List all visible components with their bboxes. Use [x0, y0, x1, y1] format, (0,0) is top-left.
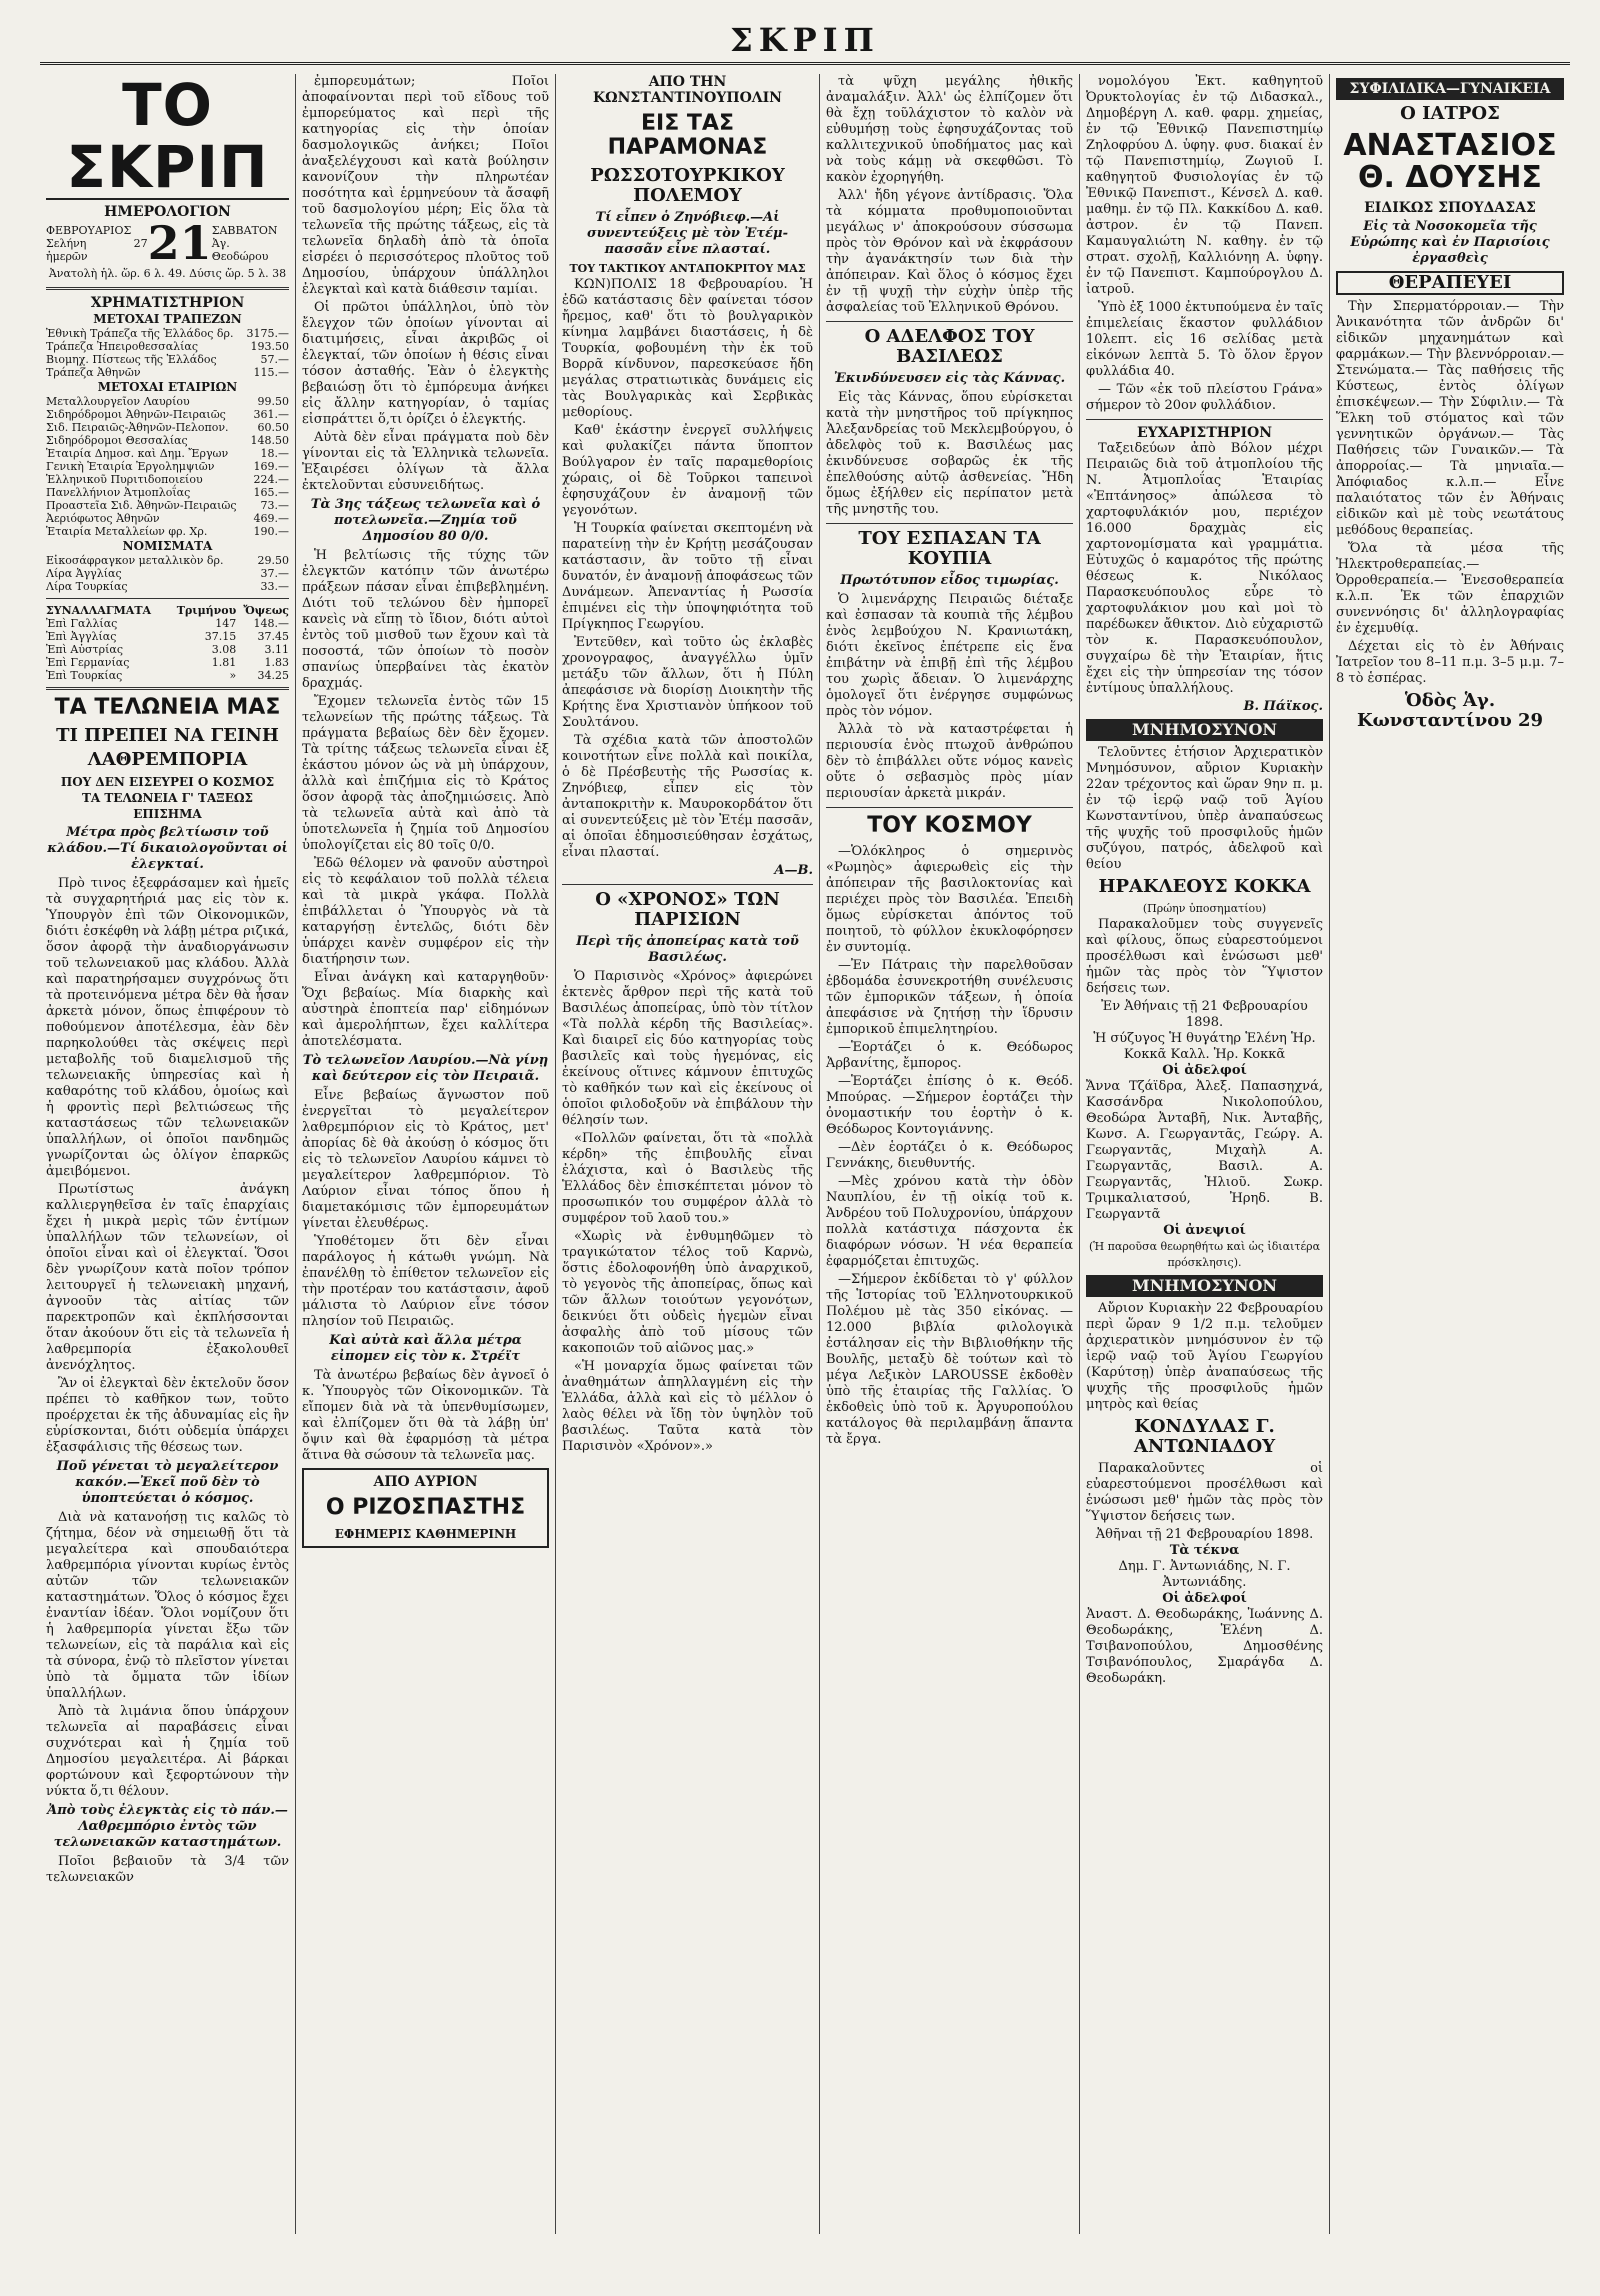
- table-row: [46, 630, 289, 643]
- row-label: Σιδηρόδρομοι Θεσσαλίας: [46, 434, 188, 447]
- smuggling-headline: ΛΑΘΡΕΜΠΟΡΙΑ: [87, 749, 248, 770]
- row-value: 115.—: [253, 366, 289, 379]
- ad-kicker: ΑΠΟ ΑΥΡΙΟΝ: [373, 1474, 478, 1490]
- row-label: Τράπεζα Ἀθηνῶν: [46, 366, 141, 379]
- divider: [562, 884, 813, 885]
- row-label: Τράπεζα Ἠπειροθεσσαλίας: [46, 340, 198, 353]
- row-value: 3.08: [211, 643, 237, 656]
- article-paragraph: Ὁ Παρισινὸς «Χρόνος» ἀφιερώνει ἐκτενὲς ἄρθρον περὶ τῆς κατὰ τοῦ Βασιλέως ἀποπείρας, ὑπὸ τὸν τίτλον «Τὰ πολλὰ κέρδη τῆς Βασιλείας». Καὶ διαιρεῖ εἰς δύο κατηγορίας τοὺς βασιλεῖς καὶ τοὺς ἡγεμόνας, εἰς ἐκείνους οἵτινες κάμνουν ἐπιτυχῶς τὸ καθῆκόν των καὶ εἰς ἐκείνους οἱ ὁποῖοι φιλοδοξοῦν νὰ ἐπιβάλουν τὴν θέλησίν των.: [562, 969, 813, 1128]
- divider: [826, 807, 1073, 808]
- table-row: [46, 512, 289, 525]
- deceased-name: ΚΟΝΔΥΛΑΣ Γ. ΑΝΤΩΝΙΑΔΟΥ: [1133, 1416, 1276, 1457]
- ad-subtitle: ΕΦΗΜΕΡΙΣ ΚΑΘΗΜΕΡΙΝΗ: [334, 1527, 517, 1541]
- article-paragraph: Εἶναι ἀνάγκη καὶ καταργηθοῦν· Ὅχι βεβαίως. Μία διαρκὴς καὶ αὐστηρὰ ἐποπτεία παρ' εἰδημόνων καὶ ἀμερολήπτων, ἔχει καλλίτερα ἀποτελέσματα.: [302, 970, 549, 1049]
- rizospastis-ad: [302, 1468, 549, 1548]
- news-item: —Σήμερον ἐκδίδεται τὸ γ' φύλλον τῆς Ἱστορίας τοῦ Ἑλληνοτουρκικοῦ Πολέμου μὲ τὰς 350 εἰκόνας. —12.000 βιβλία φιλολογικὰ ἐστάλησαν εἰς τὴν Βιβλιοθήκην τῆς Βουλῆς, μεταξὺ δὲ τούτων καὶ τὸ μέγα Λεξικὸν LAROUSSE ἐκδοθὲν ὑπὸ τῆς ἐταιρίας τῆς Γαλλίας. Ὁ ἐκδοθεὶς ὑπὸ τοῦ κ. Ἀργυροπούλου κατάλογος θὰ περιλαμβάνῃ ἅπαντα τὰ ἔργα.: [826, 1272, 1073, 1447]
- ad-title: Ο ΡΙΖΟΣΠΑΣΤΗΣ: [325, 1495, 526, 1520]
- table-row: [46, 395, 289, 408]
- row-label: Ἑταιρία Δημοσ. καὶ Δημ. Ἔργων: [46, 447, 229, 460]
- row-label: Βιομηχ. Πίστεως τῆς Ἑλλάδος: [46, 353, 217, 366]
- row-value: 60.50: [257, 421, 289, 434]
- article-paragraph: Ἔχομεν τελωνεῖα ἐντὸς τῶν 15 τελωνείων τῆς πρώτης τάξεως. Τὰ πράγματα βεβαίως δὲν δὲν ἔχομεν. Τὰ τρίτης τάξεως τελωνεῖα εἶναι ἐξ ἑκάστου μόνον ὡς νὰ μὴ ὑπάρχουν, ἀλλὰ καὶ ἐπιζήμια εἰς τὸ Κράτος ὅσον ἀφορᾷ τὰς ἀποζημιώσεις. Ἀπὸ τὰ τελωνεῖα αὐτὰ καὶ ἀπὸ τὰ ὑποτελωνεῖα ἡ ζημία τοῦ Δημοσίου ὑπολογίζεται εἰς 80 τοῖς 0/0.: [302, 694, 549, 853]
- lavrion-deck: Τὸ τελωνεῖον Λαυρίου.—Νὰ γίνῃ καὶ δεύτερον εἰς τὸν Πειραιᾶ.: [302, 1053, 549, 1084]
- notice-date: Ἀθῆναι τῇ 21 Φεβρουαρίου 1898.: [1095, 1527, 1314, 1542]
- doctor-name: ΑΝΑΣΤΑΣΙΟΣ Θ. ΔΟΥΣΗΣ: [1343, 128, 1557, 195]
- row-value: 147: [215, 617, 237, 630]
- table-row: [46, 617, 289, 630]
- row-value: 37.45: [257, 630, 289, 643]
- fx-table: [46, 604, 289, 682]
- news-item: —Ἑορτάζει ὁ κ. Θεόδωρος Ἀρβανίτης, ἔμπορος.: [826, 1040, 1073, 1071]
- table-row: [46, 327, 289, 340]
- table-row: [46, 408, 289, 421]
- row-label: Ἑλληνικοῦ Πυριτιδοποιείου: [46, 473, 203, 486]
- article-paragraph: Αὐτὰ δὲν εἶναι πράγματα ποὺ δὲν γίνονται εἰς τὰ Ἑλληνικὰ τελωνεῖα. Ἐξαιρέσει ὀλίγων τὰ ἄλλα ἐκτελοῦνται εὐσυνειδήτως.: [302, 430, 549, 493]
- notice-paragraph: Παρακαλοῦντες οἱ εὐαρεστούμενοι προσέλθωσι καὶ ἑνώσωσι μεθ' ἡμῶν τὰς πρὸς τὸν Ὕψιστον δεήσεις των.: [1086, 1461, 1323, 1524]
- measures-deck: Μέτρα πρὸς βελτίωσιν τοῦ κλάδου.—Τί δικαιολογοῦνται οἱ ἐλεγκταί.: [47, 825, 288, 872]
- row-label: Εἰκοσάφραγκον μεταλλικὸν δρ.: [46, 554, 224, 567]
- article-paragraph: «Πολλῶν φαίνεται, ὅτι τὰ «πολλὰ κέρδη» τῆς ἐπιβουλῆς εἶναι ἐλάχιστα, καὶ ὁ Βασιλεὺς τῆς Ἑλλάδος δὲν ἐπισκέπτεται μόνον τὸ προσωπικόν του συμφέρον ἀλλὰ τὸ συμφέρον τοῦ λαοῦ του.»: [562, 1131, 813, 1226]
- deceased-title: (Πρώην ὑποσηματίου): [1142, 902, 1267, 915]
- table-row: [46, 554, 289, 567]
- row-label: Γενικὴ Ἑταιρία Ἐργολημψιῶν: [46, 460, 215, 473]
- table-row: [46, 656, 289, 669]
- row-value: 37.15: [204, 630, 237, 643]
- zinoviev-deck: Τί εἶπεν ὁ Ζηνόβιεφ.—Αἱ συνεντεύξεις μὲ τὸν Ἐτέμ-πασσᾶν εἶνε πλασταί.: [587, 210, 788, 257]
- row-label: Ἑταιρία Μεταλλείων φρ. Χρ.: [46, 525, 208, 538]
- column-6: [1329, 74, 1570, 2234]
- article-paragraph: Ποῖοι βεβαιοῦν τὰ 3/4 τῶν τελωνειακῶν: [46, 1854, 289, 1885]
- deceased-name: ΗΡΑΚΛΕΟΥΣ ΚΟΚΚΑ: [1098, 876, 1311, 897]
- divider: [46, 598, 289, 599]
- row-value: 33.—: [260, 580, 289, 593]
- eve-headline: ΕΙΣ ΤΑΣ ΠΑΡΑΜΟΝΑΣ: [607, 111, 768, 160]
- row-value: 37.—: [260, 567, 289, 580]
- row-value: 193.50: [250, 340, 289, 353]
- signature: Α—Β.: [774, 863, 813, 878]
- divider: [1086, 419, 1323, 420]
- article-paragraph: Εἶνε βεβαίως ἄγνωστον ποῦ ἐνεργεῖται τὸ μεγαλείτερον λαθρεμπόριον εἰς τὸ Κράτος, μετ' ἀπορίας δὲ θὰ ἀκούσῃ ὁ κόσμος ὅτι εἰς τὸ τελωνεῖον Λαυρίου κάμνει τὸ μεγαλείτερον λαθρεμπόριον. Τὸ Λαύριον εἶναι τόπος ὅπου ἡ διαμετακόμισις τῶν ἐμπορευμάτων γίνεται ἐλευθέρως.: [302, 1088, 549, 1231]
- column-header: Ὄψεως: [243, 604, 289, 617]
- row-label: Ἐπὶ Ἀγγλίας: [46, 630, 117, 643]
- relatives-list: Δημ. Γ. Ἀντωνιάδης, Ν. Γ. Ἀντωνιάδης.: [1118, 1559, 1291, 1590]
- article-paragraph: Ἀλλ' ἤδη γέγονε ἀντίδρασις. Ὅλα τὰ κόμματα προθυμοποιοῦνται μεγάλως ν' ἀποκρούσουν σύσσωμα πρὸς τὸν Θρόνον καὶ νὰ ἐκφράσουν τὴν ἀγανάκτησίν των διὰ τὴν ἀπόπειραν. Καὶ ὅλος ὁ κόσμος ἔχει ἐν τῇ ψυχῇ τὴν εὐχὴν ὑπὲρ τῆς ἀσφαλείας τοῦ Ἑλληνικοῦ Θρόνου.: [826, 188, 1073, 315]
- article-paragraph: Ἡ βελτίωσις τῆς τύχης τῶν ἐλεγκτῶν κατόπιν τῶν ἀνωτέρω πράξεων πάσαν εἶναι ἐπιβεβλημένη. Διότι τοῦ τελώνου δὲν ἠμπορεῖ κανεὶς νὰ εἴπῃ τὸ ἴδιον, διότι αὐτοὶ ἐντὸς τοῦ μισθοῦ των ἔχουν καὶ τὰ ποσοστά, τῶν ὁποίων τὸ ποσὸν σπανίως ὑπερβαίνει τὰς ἑκατὸν δραχμάς.: [302, 548, 549, 691]
- more-measures-deck: Καὶ αὐτὰ καὶ ἄλλα μέτρα εἰπομεν εἰς τὸν κ. Στρέϊτ: [329, 1333, 522, 1364]
- table-row: [46, 525, 289, 538]
- article-paragraph: Οἱ πρῶτοι ὑπάλληλοι, ὑπὸ τὸν ἔλεγχον τῶν ὁποίων γίνονται αἱ διατιμήσεις, εἶναι ἀκριβῶς οἱ ἐλεγκταί, τῶν ὁποίων ἡ θέσις εἶναι τόσον ἀσταθής. Ἐὰν ὁ ἐλεγκτὴς βεβαιώσῃ ὅτι τὸ ἐμπόρευμα ἀνήκει εἰς ἄλλην κατηγορίαν, ὁ ταμίας εἰσπράττει ὅ,τι ὁρίζει ὁ ἐλεγκτής.: [302, 300, 549, 427]
- oars-deck: Πρωτότυπον εἶδος τιμωρίας.: [840, 573, 1059, 588]
- customs-subheadline: ΤΙ ΠΡΕΠΕΙ ΝΑ ΓΕΙΝΗ: [56, 725, 279, 746]
- article-paragraph: Ὁ λιμενάρχης Πειραιῶς διέταξε καὶ ἐσπασαν τὰ κουπιὰ τῆς λέμβου ἑνὸς λεμβούχου Ν. Κρανιωτάκη, διότι ἐκεῖνος ἐπέτρεπε εἰς ἕνα ἐπιβάτην νὰ ἐπιβῇ ἐπὶ τῆς λέμβου του χωρὶς ἄδειαν. Ὁ λιμενάρχης ὁμολογεῖ ὅτι ἐνέργησε συμφώνως πρὸς τὸν νόμον.: [826, 592, 1073, 719]
- notice-paragraph: Αὔριον Κυριακὴν 22 Φεβρουαρίου περὶ ὥραν 9 1/2 π.μ. τελοῦμεν ἀρχιερατικὸν μνημόσυνον ἐν τῷ ἱερῷ ναῷ τοῦ Ἁγίου Γεωργίου (Καρύτσῃ) ὑπὲρ ἀναπαύσεως τῆς ψυχῆς τῆς προσφιλοῦς ἡμῶν μητρὸς καὶ θείας: [1086, 1301, 1323, 1412]
- memorial-heading: ΜΝΗΜΟΣΥΝΟΝ: [1086, 719, 1323, 741]
- table-row: [46, 567, 289, 580]
- correspondent-line: ΤΟΥ ΤΑΚΤΙΚΟΥ ΑΝΤΑΠΟΚΡΙΤΟΥ ΜΑΣ: [569, 262, 806, 275]
- brother-headline: Ο ΑΔΕΛΦΟΣ ΤΟΥ ΒΑΣΙΛΕΩΣ: [864, 326, 1035, 367]
- ad-paragraph: Δέχεται εἰς τὸ ἐν Ἀθήναις Ἰατρεῖον του 8–11 π.μ. 3–5 μ.μ. 7–8 τὸ ἑσπέρας.: [1336, 639, 1564, 686]
- calendar-box: [46, 216, 289, 270]
- table-row: [46, 643, 289, 656]
- newspaper-page: [40, 0, 1570, 2250]
- banks-table: [46, 327, 289, 379]
- notice-paragraph: Τελοῦντες ἐτήσιον Ἀρχιερατικὸν Μνημόσυνον, αὔριον Κυριακὴν 22αν τρέχοντος καὶ ὥραν 9ην π. μ. ἐν τῷ ἱερῷ ναῷ τοῦ Ἁγίου Κωνσταντίνου, ὑπὲρ ἀναπαύσεως τῆς ψυχῆς τοῦ προσφιλοῦς ἡμῶν συζύγου, πατρός, ἀδελφοῦ καὶ θείου: [1086, 745, 1323, 872]
- ad-paragraph: Τὴν Σπερματόρροιαν.— Τὴν Ἀνικανότητα τῶν ἀνδρῶν δι' εἰδικῶν μηχανημάτων καὶ φαρμάκων.— Τὴν βλεννόρροιαν.— Στενώματα.— Τὰς παθήσεις τῆς Κύστεως, ἐντὸς ὀλίγων ἐπισκέψεων.— Τὴν Σύφιλιν.— Τὰ Ἕλκη τοῦ στόματος καὶ τῶν γεννητικῶν ὀργάνων.— Τὰς Παθήσεις τῶν Γυναικῶν.— Τὰ ἀπορροίας.— Τὰ μηνιαῖα.— Ἀπόφιαδος κ.λ.π.— Εἶνε παλαιότατος τῶν ἐν Ἀθήναις εἰδικῶν καὶ μὲ τοὺς νεωτάτους μεθόδους θεραπείας.: [1336, 299, 1564, 538]
- row-value: 224.—: [253, 473, 289, 486]
- third-class-deck: Τὰ 3ης τάξεως τελωνεῖα καὶ ὁ ποτελωνεῖα.—Ζημία τοῦ Δημοσίου 80 0/0.: [310, 497, 541, 544]
- table-row: [46, 499, 289, 512]
- row-value: 165.—: [253, 486, 289, 499]
- doctor-experience: Εἰς τὰ Νοσοκομεῖα τῆς Εὐρώπης καὶ ἐν Παρισίοις ἐργασθεὶς: [1350, 219, 1550, 266]
- article-paragraph: Ὑποθέτομεν ὅτι δὲν εἶναι παράλογος ἡ κάτωθι γνώμη. Νὰ ἐπανέλθῃ τὸ ἐπίθετον τελωνεῖον εἰς τὴν προτέραν του κατάστασιν, ἀφοῦ μάλιστα τὸ Λαύριον εἶνε τόσον πλησίον τοῦ Πειραιῶς.: [302, 1234, 549, 1329]
- row-value: 3.11: [264, 643, 289, 656]
- row-value: 57.—: [260, 353, 289, 366]
- doctor-address: Ὁδὸς Ἁγ. Κωνσταντίνου 29: [1356, 690, 1544, 731]
- ad-paragraph: Ὅλα τὰ μέσα τῆς Ἠλεκτροθεραπείας.— Ὀρροθεραπεία.— Ἐνεσοθεραπεία κ.λ.π. Ἐκ τῶν ἐπαρχιῶν συνεννόησις δι' ἀλληλογραφίας ἐν ἐχεμυθίᾳ.: [1336, 541, 1564, 636]
- calendar-weekday: ΣΑΒΒΑΤΟΝ: [211, 223, 278, 237]
- world-headline: ΤΟΥ ΚΟΣΜΟΥ: [867, 813, 1032, 838]
- article-paragraph: Τὰ ἀνωτέρω βεβαίως δὲν ἀγνοεῖ ὁ κ. Ὑπουργὸς τῶν Οἰκονομικῶν. Τὰ εἴπομεν διὰ νὰ τὰ ὑπενθυμίσωμεν, καὶ ἐλπίζομεν ὅτι θὰ τὰ λάβῃ ὑπ' ὄψιν καὶ θὰ ἐφαρμόσῃ τὰ μέτρα ἅτινα θὰ σώσουν τὰ τελωνεῖα μας.: [302, 1368, 549, 1463]
- news-item: —Ἑορτάζει ἐπίσης ὁ κ. Θεόδ. Μπούρας. —Σήμερον ἑορτάζει τὴν ὀνομαστικήν του ἑορτὴν ὁ κ. Θεόδωρος Κοντογιάννης.: [826, 1074, 1073, 1137]
- column-2: [295, 74, 555, 2234]
- signature: Β. Πάϊκος.: [1243, 699, 1323, 714]
- row-label: Σιδ. Πειραιῶς-Ἀθηνῶν-Πελοπον.: [46, 421, 229, 434]
- coins-table: [46, 554, 289, 593]
- row-label: Ἐπὶ Τουρκίας: [46, 669, 123, 682]
- times-headline: Ο «ΧΡΟΝΟΣ» ΤΩΝ ΠΑΡΙΣΙΩΝ: [595, 889, 780, 930]
- table-row: [46, 353, 289, 366]
- table-row: [46, 669, 289, 682]
- table-row: [46, 460, 289, 473]
- table-row: [46, 340, 289, 353]
- calendar-month: ΦΕΒΡΟΥΑΡΙΟΣ: [46, 223, 132, 237]
- row-value: 3175.—: [246, 327, 289, 340]
- relatives-list: Ἄννα Τζάϊδρα, Ἀλεξ. Παπασηχνά, Κασσάνδρα Νικολοπούλου, Θεοδώρα Ἀνταβῆ, Νικ. Ἀνταβῆς, Κωνσ. Α. Γεωργαντᾶς, Γεώργ. Α. Γεωργαντᾶς, Μιχαὴλ Α. Γεωργαντᾶς, Βασιλ. Α. Γεωργαντᾶς, Ἠλιοῦ. Σωκρ. Τριμκαλιατσού, Ἠρηδ. Β. Γεωργαντᾶ: [1086, 1079, 1323, 1222]
- divider: [826, 523, 1073, 524]
- notice-paragraph: Ταξειδεύων ἀπὸ Βόλον μέχρι Πειραιῶς διὰ τοῦ ἀτμοπλοίου τῆς Ν. Ἀτμοπλοΐας Ἑταιρίας «Ἐπτάνησος» ἀπώλεσα τὸ χαρτοφυλάκιόν μου, περιέχον 16.000 δραχμὰς εἰς χαρτονομίσματα καὶ γραμμάτια. Εὐτυχῶς ὁ καμαρότος τῆς πρώτης θέσεως κ. Νικόλαος Παρασκευόπουλος εὗρε τὸ χαρτοφυλάκιον μου καὶ μοὶ τὸ παρέδωκεν ἄθικτον. Διὸ εὐχαριστῶ τὸν κ. Παρασκευόπουλον, συγχαίρω δὲ τὴν Ἑταιρίαν, ἥτις ἔχει εἰς τὴν ὑπηρεσίαν της τόσον ἐντίμους ὑπαλλήλους.: [1086, 441, 1323, 696]
- table-row: [46, 366, 289, 379]
- columns: [40, 74, 1570, 2234]
- row-value: 99.50: [257, 395, 289, 408]
- war-headline: ΡΩΣΣΟΤΟΥΡΚΙΚΟΥ ΠΟΛΕΜΟΥ: [590, 165, 785, 206]
- column-1: [40, 74, 295, 2234]
- relatives-heading: Οἱ ἀνεψιοί: [1163, 1223, 1246, 1238]
- article-paragraph: ἐμπορευμάτων; Ποῖοι ἀποφαίνονται περὶ τοῦ εἴδους τοῦ ἐμπορεύματος καὶ περὶ τῆς κατηγορίας εἰς τὴν ὁποίαν δασμολογικῶς ἀνήκει; Ποῖοι ἀναξελέγχουσι καὶ κατὰ βούλησιν κανονίζουν τὴν πληρωτέαν ποσότητα καὶ ἑρμηνεύουν τὰ ἄσαφῆ τοῦ δασμολογίου μέρη; Εἰς ὅλα τὰ τελωνεῖα τῆς πρώτης τάξεως, εἰς τὰ τελωνεῖα δηλαδὴ ἀπὸ τὰ ὁποῖα εἰσρέει ὁ περισσότερος πλοῦτος τοῦ Δημοσίου, ὑπάρχουν ὑπάλληλοι ἐλεγκταὶ καὶ κατὰ διάθεσιν ταμίαι.: [302, 74, 549, 297]
- relatives-line: Ἡ σύζυγος Ἡ θυγάτηρ Ἑλένη Ἡρ. Κοκκᾶ Καλλ. Ἡρ. Κοκκᾶ: [1093, 1031, 1316, 1062]
- article-paragraph: Ἐντεῦθεν, καὶ τοῦτο ὡς ἐκλαβὲς χρονογραφος, ἀναγγέλλω ὑμῖν μετάξυ τῶν ἄλλων, ὅτι ἡ Πύλη ἀπεφάσισε νὰ διορίσῃ Διοικητὴν τῆς Κρήτης ἕνα Χριστιανὸν ὑπήκοον τοῦ Σουλτάνου.: [562, 635, 813, 730]
- row-value: 469.—: [253, 512, 289, 525]
- table-row: [46, 473, 289, 486]
- relatives-heading: Οἱ ἀδελφοί: [1162, 1591, 1247, 1606]
- exchange-heading: ΧΡΗΜΑΤΙΣΤΗΡΙΟΝ: [90, 295, 245, 311]
- news-item: —Δὲν ἑορτάζει ὁ κ. Θεόδωρος Γεννάκης, διευθυντής.: [826, 1140, 1073, 1171]
- table-row: [46, 580, 289, 593]
- row-value: 169.—: [253, 460, 289, 473]
- article-paragraph: ΚΩΝ)ΠΟΛΙΣ 18 Φεβρουαρίου. Ἡ ἐδῶ κατάστασις δὲν φαίνεται τόσον ἤρεμος, καθ' ὅτι τὸ βουλγαρικὸν κίνημα λαμβάνει διαστάσεις, ἡ δὲ Τουρκία, φοβουμένη τὴν ἐκ τοῦ Βορρᾶ κίνδυνον, παρεσκεύασε ἤδη μεγάλας στρατιωτικὰς δυνάμεις εἰς τὰς Βουλγαρικὰς καὶ Σερβικὰς μεθορίους.: [562, 277, 813, 420]
- relatives-heading: Οἱ ἀδελφοί: [1162, 1063, 1247, 1078]
- relatives-heading: Τὰ τέκνα: [1169, 1543, 1240, 1558]
- table-row: [46, 434, 289, 447]
- companies-table: [46, 395, 289, 538]
- row-value: 1.83: [264, 656, 289, 669]
- row-label: Λίρα Ἀγγλίας: [46, 567, 122, 580]
- doctor-ad-heading: ΣΥΦΙΛΙΔΙΚΑ—ΓΥΝΑΙΚΕΙΑ: [1336, 78, 1564, 100]
- article-paragraph: «Ἡ μοναρχία ὅμως φαίνεται τῶν ἀναθημάτων ἀπηλλαγμένη εἰς τὴν Ἑλλάδα, ἀλλὰ καὶ εἰς τὸ μέλλον ὁ λαὸς θέλει νὰ ἴδῃ τὸν ὑψηλὸν τοῦ βασιλέως. Ταῦτα κατὰ τὸν Παρισινὸν «Χρόνον».»: [562, 1359, 813, 1454]
- row-value: 148.—: [253, 617, 289, 630]
- third-class-subheadline: ΤΑ ΤΕΛΩΝΕΙΑ Γ' ΤΑΞΕΩΣ ΕΠΙΣΗΜΑ: [81, 791, 254, 821]
- table-row: [46, 486, 289, 499]
- row-label: Μεταλλουργεῖον Λαυρίου: [46, 395, 190, 408]
- article-paragraph: Τὰ σχέδια κατὰ τῶν ἀποστολῶν κοινοτήτων εἶνε πολλὰ καὶ ποικίλα, ὁ δὲ Πρέσβευτὴς τῆς Ρωσσίας κ. Ζηνόβιεφ, εἶπεν εἰς τὸν ἀνταποκριτὴν κ. Μαυροκορδάτον ὅτι αἱ συνεντεύξεις μὲ τὸν Ἐτέμ πασσᾶν, αἱ ὁποῖαι ἐδημοσιεύθησαν ἐσχάτως, εἶναι πλασταί.: [562, 733, 813, 860]
- news-item: —Ὁλόκληρος ὁ σημερινὸς «Ρωμηὸς» ἀφιερωθεὶς εἰς τὴν ἀπόπειραν τῆς βασιλοκτονίας καὶ περιέχει πρὸς τὸν Βασιλέα. Ἐπειδὴ ὅμως εὐρίσκεται ἀπόντος τοῦ ποιητοῦ, τὸ φύλλον ἐκυκλοφόρησεν ἐν συντομίᾳ.: [826, 844, 1073, 955]
- article-paragraph: Πρὸ τινος ἐξεφράσαμεν καὶ ἡμεῖς τὰ συγχαρητήριά μας εἰς τὸν κ. Ὑπουργὸν ἐπὶ τῶν Οἰκονομικῶν, διότι ἐσκέφθη νὰ λάβῃ μέτρα ριζικά, ὅσον ἀφορᾷ τὴν ἀναδιοργάνωσιν τοῦ τελωνειακοῦ μας κλάδου. Ἀλλὰ καὶ παρατηρήσαμεν συγχρόνως ὅτι τὰ προτεινόμενα μέτρα δὲν θὰ ἦσαν ἀρκετὰ μόνον, ὅπως ἐπιφέρουν τὸ ποθούμενον ἀποτέλεσμα, ἐὰν δὲν παρηκολούθει τὰς σκέψεις περὶ μεταβολῆς τοῦ διαμελισμοῦ τῆς τελωνειακῆς ὑπηρεσίας καὶ ἡ καθαρότης τοῦ κλάδου, ὁμοίως καὶ ἡ φροντὶς περὶ βελτιώσεως τῆς καταστάσεως τῶν τελωνειακῶν ὑπαλλήλων, οἱ ὁποῖοι πανδημῶς γνωρίζονται ὡς ὀλίγον ἐπαρκῶς ἀμειβόμενοι.: [46, 876, 289, 1179]
- calendar-day: 21: [147, 216, 212, 270]
- row-value: 29.50: [257, 554, 289, 567]
- row-value: 34.25: [257, 669, 289, 682]
- row-value: 18.—: [260, 447, 289, 460]
- from-inspectors-deck: Ἀπὸ τοὺς ἐλεγκτὰς εἰς τὸ πάν.—Λαθρεμπόριο ἐντὸς τῶν τελωνειακῶν καταστημάτων.: [47, 1803, 288, 1850]
- times-deck: Περὶ τῆς ἀποπείρας κατὰ τοῦ Βασιλέως.: [576, 934, 799, 965]
- oars-headline: ΤΟΥ ΕΣΠΑΣΑΝ ΤΑ ΚΟΥΠΙΑ: [858, 528, 1041, 569]
- coins-heading: ΝΟΜΙΣΜΑΤΑ: [122, 539, 213, 553]
- notice-paragraph: Παρακαλοῦμεν τοὺς συγγενεῖς καὶ φίλους, ὅπως εὐαρεστούμενοι προσέλθωσι καὶ ἑνώσωσι μεθ' ἡμῶν τὰς πρὸς τὸν Ὕψιστον δεήσεις των.: [1086, 917, 1323, 996]
- row-label: Ἐπὶ Γαλλίας: [46, 617, 118, 630]
- row-label: Προαστεῖα Σιδ. Ἀθηνῶν-Πειραιῶς: [46, 499, 237, 512]
- article-paragraph: «Χωρὶς νὰ ἐνθυμηθῶμεν τὸ τραγικώτατον τέλος τοῦ Καρνὼ, ὅστις ἐδολοφονήθη ὑπὸ ἀναρχικοῦ, τὸ γεγονὸς τῆς ἀποπείρας, ὅπως καὶ τῶν ἄλλων τοιούτων γεγονότων, δεικνύει ὅτι οὐδεὶς ἡγεμὼν εἶναι ἀσφαλὴς ἀπὸ τοῦ μίσους τῶν κακοποιῶν τοῦ αἰῶνος μας.»: [562, 1229, 813, 1356]
- article-paragraph: Ἀπὸ τὰ λιμάνια ὅπου ὑπάρχουν τελωνεῖα αἱ παραβάσεις εἶναι συχνότεραι καὶ ἡ ζημία τοῦ Δημοσίου μεγαλειτέρα. Αἱ βάρκαι φορτώνουν καὶ ξεφορτώνουν τὴν νύκτα ὅ,τι θέλουν.: [46, 1704, 289, 1799]
- row-label: Ἐπὶ Αὐστρίας: [46, 643, 124, 656]
- row-value: 73.—: [260, 499, 289, 512]
- row-label: Ἀεριόφωτος Ἀθηνῶν: [46, 512, 160, 525]
- row-label: Ἐπὶ Γερμανίας: [46, 656, 130, 669]
- article-paragraph: Καθ' ἑκάστην ἐνεργεῖ συλλήψεις καὶ φυλακίζει πάντα ὕποπτον Βούλγαρον ἐν ταῖς παραμεθορίοις χώραις, οἱ δὲ Τοῦρκοι ταπεινοὶ ἐφησυχάζουν ἐν ἀναμονῇ τῶν γεγονότων.: [562, 423, 813, 518]
- article-paragraph: — Τῶν «ἐκ τοῦ πλείστου Γράνα» σήμερον τὸ 20ον φυλλάδιον.: [1086, 382, 1323, 413]
- divider: [826, 321, 1073, 322]
- row-value: 148.50: [250, 434, 289, 447]
- customs-headline: ΤΑ ΤΕΛΩΝΕΙΑ ΜΑΣ: [54, 695, 281, 720]
- column-4: [819, 74, 1079, 2234]
- divider: [46, 287, 289, 290]
- notice-date: Ἐν Ἀθήναις τῇ 21 Φεβρουαρίου 1898.: [1101, 999, 1308, 1030]
- article-paragraph: Εἰς τὰς Κάννας, ὅπου εὑρίσκεται κατὰ τὴν μνηστῆρος τοῦ πρίγκηπος Ἀλεξανδρείας τοῦ Μεκλεμβούργου, ὁ ἀδελφὸς τοῦ κ. Βασιλέως μας ἐκινδύνευσε σοβαρῶς ἐκ τῆς ἐπελθούσης αὐτῷ ἀσθενείας. Ἤδη ὅμως ἐξήλθεν εἰς περίπατον μετὰ τῆς μνηστῆς του.: [826, 390, 1073, 517]
- news-item: —Ἐν Πάτραις τὴν παρελθοῦσαν ἑβδομάδα ἐσυνεκροτήθη συνέλευσις τῶν ἐμπορικῶν τάξεων, ἡ ὁποία ἀπεφάσισε νὰ ζητήσῃ τὴν ἵδρυσιν ἐμπορικοῦ ἐπιμελητηρίου.: [826, 958, 1073, 1037]
- article-paragraph: Ἐδῶ θέλομεν νὰ φανοῦν αὐστηροὶ εἰς τὸ κεφάλαιον τοῦ πολλὰ τέλεια καὶ τὰ μικρὰ γκάφα. Πολλὰ ἐπιβάλλεται ὁ Ὑπουργὸς νὰ τὰ καταργήσῃ ἐντελῶς, διότι δὲν ὑπάρχει κανὲν συμφέρον εἰς τὴν διατήρησιν των.: [302, 856, 549, 967]
- table-row: [46, 447, 289, 460]
- thanks-heading: ΕΥΧΑΡΙΣΤΗΡΙΟΝ: [1136, 425, 1273, 441]
- table-row: [46, 421, 289, 434]
- sun-times: Ἀνατολὴ ἡλ. ὥρ. 6 λ. 49. Δύσις ὥρ. 5 λ. 38: [48, 267, 287, 280]
- table-header: [46, 604, 289, 617]
- where-deck: Ποῦ γένεται τὸ μεγαλείτερον κακόν.—Ἐκεῖ ποῦ δὲν τὸ ὑποπτεύεται ὁ κόσμος.: [56, 1459, 279, 1506]
- column-5: [1079, 74, 1329, 2234]
- relatives-list: Ἀναστ. Δ. Θεοδωράκης, Ἰωάννης Δ. Θεοδωράκης, Ἑλένη Δ. Τσιβανοπούλου, Δημοσθένης Τσιβανόπουλος, Σμαράγδα Δ. Θεοδωράκη.: [1086, 1607, 1323, 1686]
- article-paragraph: τὰ ψῦχη μεγάλης ἠθικῆς ἀναμαλάξιν. Ἀλλ' ὡς ἐλπίζομεν ὅτι θὰ ἔχῃ τοῦλάχιστον τὸ καλὸν νὰ εὐθυμήσῃ τοὺς ἐφησυχάζοντας τοῦ καλλιτεχνικοῦ ὑποδήματος μας καὶ νὰ τοὺς κάμῃ νὰ σκεφθῶσι. Τὸ κακὸν ἐχορηγήθη.: [826, 74, 1073, 185]
- doctor-kicker: Ο ΙΑΤΡΟΣ: [1400, 103, 1500, 124]
- row-value: 190.—: [253, 525, 289, 538]
- world-subheadline: ΠΟΥ ΔΕΝ ΕΙΣΕΥΡΕΙ Ο ΚΟΣΜΟΣ: [60, 775, 275, 789]
- article-paragraph: Πρωτίστως ἀνάγκη καλλιεργηθεῖσα ἐν ταῖς ἐπαρχίαις ἔχει ἡ μικρὰ μερὶς τῶν ἐντίμων ὑπαλλήλων τῶν τελωνείων, οἱ ὁποῖοι εἶναι καὶ οἱ ἐλεγκταί. Ὅσοι δὲν γνωρίζουν κατὰ ποῖον τρόπον λειτουργεῖ ἡ τελωνειακὴ μηχανή, ἀγνοοῦν τὰς αἰτίας τῶν παρεκτροπῶν καὶ ἐκπλήσσονται ὅταν ἀκούουν ὅτι εἰς τὰ τελωνεῖα ἡ λαθρεμπορία ἐξακολουθεῖ ἀνενόχλητος.: [46, 1182, 289, 1373]
- brother-deck: Ἐκινδύνευσεν εἰς τὰς Κάννας.: [833, 371, 1066, 386]
- memorial-heading: ΜΝΗΜΟΣΥΝΟΝ: [1086, 1275, 1323, 1297]
- article-paragraph: Διὰ νὰ κατανοήσῃ τις καλῶς τὸ ζήτημα, δέον νὰ σημειωθῇ ὅτι τὰ μεγαλείτερα καὶ σπουδαιότερα λαθρεμπόρια γίνονται κυρίως ἐντὸς αὐτῶν τῶν τελωνειακῶν καταστημάτων. Ὅλος ὁ κόσμος ἔχει ἐναντίαν ἰδέαν. Ὅλοι νομίζουν ὅτι ἡ λαθρεμπορία γίνεται ἔξω τῶν τελωνείων, εἰς τὰ παράλια καὶ εἰς τὰ σύνορα, ἐνῷ τὸ πλεῖστον γίνεται ὑπὸ τὰ ὄμματα τῶν ἰδίων ὑπαλλήλων.: [46, 1510, 289, 1701]
- article-paragraph: Ἡ Τουρκία φαίνεται σκεπτομένη νὰ παρατείνῃ τὴν ἐν Κρήτῃ μεσάζουσαν κατάστασιν, ἂν τοῦτο τῇ εἶναι δυνατόν, ἐν ἀναμονῇ ἀποφάσεως τῶν Δυνάμεων. Ἀπεναντίας ἡ Ρωσσία ἐπιμένει εἰς τὴν ὑποψηφιότητα τοῦ Πρίγκηπος Γεωργίου.: [562, 521, 813, 632]
- article-paragraph: Ἀλλὰ τὸ νὰ καταστρέφεται ἡ περιουσία ἑνὸς πτωχοῦ ἀνθρώπου δὲν τὸ ἐπιβάλλει οὔτε νόμος κανεὶς οὔτε ὁ σεβασμὸς πρὸς μίαν περιουσίαν ἀρκετὰ μικράν.: [826, 722, 1073, 801]
- doctor-specialty: ΕΙΔΙΚΩΣ ΣΠΟΥΔΑΣΑΣ: [1364, 200, 1536, 216]
- masthead: ΣΚΡΙΠ: [40, 18, 1570, 65]
- column-3: [555, 74, 819, 2234]
- row-value: 361.—: [253, 408, 289, 421]
- divider: [46, 687, 289, 690]
- newspaper-logo: ΤΟ ΣΚΡΙΠ: [46, 74, 289, 200]
- column-header: Τριμήνου: [176, 604, 237, 617]
- notice-footnote: (Ἡ παροῦσα θεωρηθήτω καὶ ὡς ἰδιαιτέρα πρόσκλησις).: [1088, 1240, 1321, 1269]
- row-label: Λίρα Τουρκίας: [46, 580, 128, 593]
- row-value: 1.81: [211, 656, 237, 669]
- row-label: Πανελλήνιον Ἀτμοπλοΐας: [46, 486, 191, 499]
- article-paragraph: Ἂν οἱ ἐλεγκταὶ δὲν ἐκτελοῦν ὅσον πρέπει τὸ καθῆκον των, τοῦτο προέρχεται ἐκ τῆς ἀδυναμίας εἰς ἣν εὑρίσκονται, διότι οὐδεμία ὑπάρχει ἐξασφάλισις τῆς θέσεως των.: [46, 1376, 289, 1455]
- diary-heading: ΗΜΕΡΟΛΟΓΙΟΝ: [104, 204, 231, 220]
- news-item: —Μὲς χρόνου κατὰ τὴν ὁδὸν Ναυπλίου, ἐν τῇ οἰκίᾳ τοῦ κ. Ἀνδρέου τοῦ Πολυχρονίου, ὑπάρχουν πολλὰ κατάστιχα πάσχοντα ἐκ διαφόρων νόσων. Ἡ νέα θεραπεία ἐφαρμόζεται ἐπιτυχῶς.: [826, 1174, 1073, 1269]
- article-paragraph: νομολόγου Ἐκτ. καθηγητοῦ Ὀρυκτολογίας ἐν τῷ Διδασκαλ., Δημοβέργη Λ. καθ. φαρμ. χημείας, ἐν τῷ Ἐθνικῷ Πανεπιστημίῳ Ζηλοφρύου Δ. ὑφηγ. φυσ. διακαί ἐν τῷ Πανεπιστημίῳ, Ζωγιοῦ Ι. καθηγητοῦ Φυσιολογίας ἐν τῷ Ἐθνικῷ Πανεπιστ., Κένσελ Δ. καθ. μαθημ. ἐν τῷ Πλ. Κακκίδου Δ. καθ. ἀστρον. ἐν τῷ Πανεπ. Καμαυγαλιώτη Ν. καθηγ. ἐν τῷ στρατ. σχολῇ, Καλλιόνηη Α. ὑφηγ. ἐν τῷ Πανεπιστ. Καμπούρογλου Δ. ἰατροῦ.: [1086, 74, 1323, 297]
- row-label: Ἐθνικὴ Τράπεζα τῆς Ἑλλάδος δρ.: [46, 327, 234, 340]
- article-paragraph: Ὑπὸ ἐξ 1000 ἐκτυπούμενα ἐν ταῖς ἐπιμελείαις ἕκαστον φυλλάδιον 10λεπτ. εἰς 16 σελίδας μετὰ εἰκόνων λεπτὰ 5. Τὸ ὅλον ἔργον φυλλάδια 40.: [1086, 300, 1323, 379]
- companies-heading: ΜΕΤΟΧΑΙ ΕΤΑΙΡΙΩΝ: [97, 380, 238, 394]
- row-value: »: [229, 669, 237, 682]
- row-label: Σιδηρόδρομοι Ἀθηνῶν-Πειραιῶς: [46, 408, 226, 421]
- constantinople-kicker: ΑΠΟ ΤΗΝ ΚΩΝΣΤΑΝΤΙΝΟΥΠΟΛΙΝ: [593, 74, 782, 106]
- column-header: ΣΥΝΑΛΛΑΓΜΑΤΑ: [46, 604, 152, 617]
- calendar-moon: Σελήνη 27 ἡμερῶν: [46, 236, 148, 263]
- banks-heading: ΜΕΤΟΧΑΙ ΤΡΑΠΕΖΩΝ: [93, 312, 242, 326]
- calendar-saint: Ἀγ. Θεοδώρου: [211, 236, 269, 263]
- cures-heading: ΘΕΡΑΠΕΥΕΙ: [1336, 271, 1564, 295]
